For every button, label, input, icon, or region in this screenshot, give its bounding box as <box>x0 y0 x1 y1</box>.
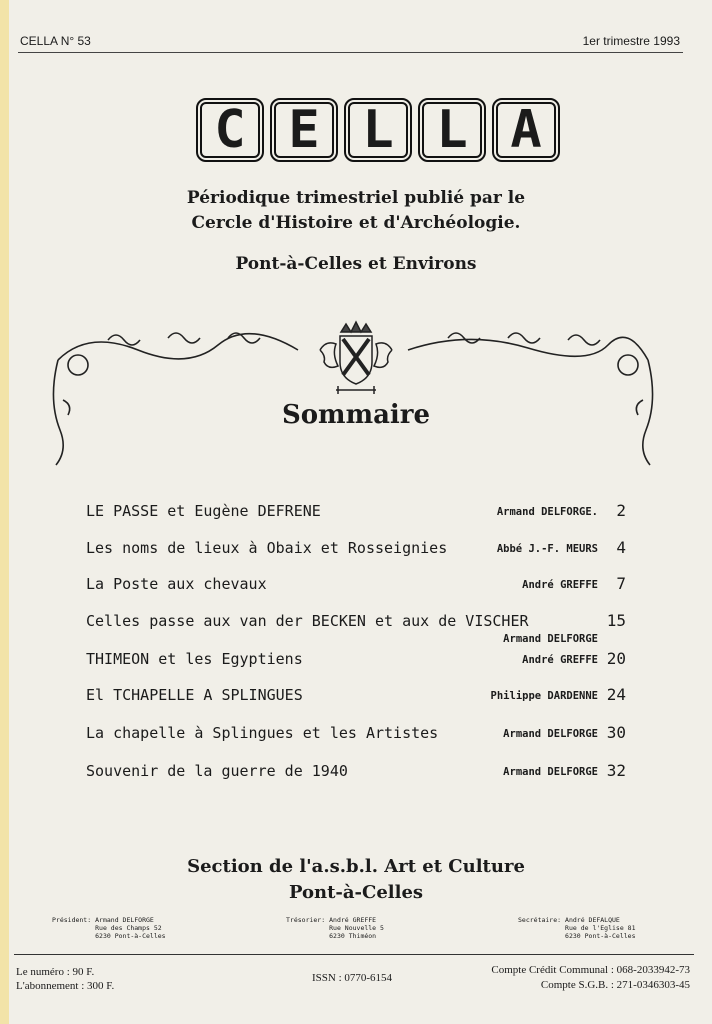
toc-page-number: 15 <box>606 611 626 630</box>
toc-page-number: 32 <box>606 761 626 780</box>
subtitle-line-2: Cercle d'Histoire et d'Archéologie. <box>191 213 521 233</box>
bank-account-credit-communal: Compte Crédit Communal : 068-2033942-73 <box>491 964 690 976</box>
toc-author: Philippe DARDENNE <box>490 690 598 702</box>
officer-name: André DEFALQUE <box>565 916 620 924</box>
toc-row[interactable] <box>86 724 626 748</box>
toc-page-number: 4 <box>616 538 626 557</box>
toc-author: André GREFFE <box>522 579 598 591</box>
toc-article-title: La chapelle à Splingues et les Artistes <box>86 724 439 742</box>
logo-letter: L <box>344 98 412 162</box>
toc-article-title: THIMEON et les Egyptiens <box>86 650 303 668</box>
coat-of-arms-emblem <box>306 320 406 400</box>
officer-address: Rue de l'Eglise 81 <box>565 924 636 932</box>
issue-date: 1er trimestre 1993 <box>582 34 680 48</box>
logo-letter: E <box>270 98 338 162</box>
toc-row[interactable] <box>86 539 626 563</box>
subscription-price: L'abonnement : 300 F. <box>16 980 115 992</box>
toc-article-title: Les noms de lieux à Obaix et Rosseignies <box>86 539 448 557</box>
officer-role: Secrétaire: <box>518 916 562 924</box>
toc-author: Armand DELFORGE. <box>496 506 598 518</box>
subtitle-line-1: Périodique trimestriel publié par le <box>186 188 526 208</box>
toc-page-number: 2 <box>616 501 626 520</box>
footer-rule <box>14 954 694 955</box>
officer-city: 6230 Thiméon <box>329 932 377 940</box>
officer-address: Rue Nouvelle 5 <box>329 924 384 932</box>
toc-article-title: Celles passe aux van der BECKEN et aux de VISCHER <box>86 612 529 630</box>
toc-row[interactable] <box>86 502 626 526</box>
officer-treasurer <box>286 916 384 940</box>
toc-row[interactable] <box>86 650 626 674</box>
issn-number: ISSN : 0770-6154 <box>312 972 393 984</box>
toc-author: Armand DELFORGE <box>503 633 598 645</box>
section-title: Section de l'a.s.b.l. Art et Culture <box>187 856 525 877</box>
logo-letter: C <box>196 98 264 162</box>
toc-article-title: El TCHAPELLE A SPLINGUES <box>86 686 303 704</box>
toc-article-title: Souvenir de la guerre de 1940 <box>86 762 348 780</box>
toc-article-title: LE PASSE et Eugène DEFRENE <box>86 502 321 520</box>
toc-page-number: 20 <box>606 649 626 668</box>
toc-author: Abbé J.-F. MEURS <box>496 543 598 555</box>
toc-row[interactable] <box>86 686 626 710</box>
officer-city: 6230 Pont-à-Celles <box>95 932 166 940</box>
toc-row[interactable] <box>86 762 626 786</box>
officer-president <box>52 916 166 940</box>
toc-row[interactable] <box>86 611 626 645</box>
logo-letter: L <box>418 98 486 162</box>
subtitle-line-3: Pont-à-Celles et Environs <box>235 254 477 274</box>
toc-article-title: La Poste aux chevaux <box>86 575 267 593</box>
issue-number: CELLA N° 53 <box>20 34 91 48</box>
officer-secretary <box>518 916 636 940</box>
issue-price: Le numéro : 90 F. <box>16 966 95 978</box>
toc-row[interactable] <box>86 575 626 599</box>
officer-address: Rue des Champs 52 <box>95 924 162 932</box>
officer-city: 6230 Pont-à-Celles <box>565 932 636 940</box>
logo-letter: A <box>492 98 560 162</box>
officer-role: Président: <box>52 916 92 924</box>
officer-name: Armand DELFORGE <box>95 916 154 924</box>
header-rule <box>18 52 683 53</box>
toc-author: Armand DELFORGE <box>503 728 598 740</box>
toc-page-number: 24 <box>606 685 626 704</box>
toc-author: Armand DELFORGE <box>503 766 598 778</box>
bank-account-sgb: Compte S.G.B. : 271-0346303-45 <box>540 979 690 991</box>
toc-page-number: 30 <box>606 723 626 742</box>
cella-logo <box>196 98 560 162</box>
officer-role: Trésorier: <box>286 916 326 924</box>
sommaire-heading: Sommaire <box>281 400 431 430</box>
officer-name: André GREFFE <box>329 916 377 924</box>
toc-author: André GREFFE <box>522 654 598 666</box>
toc-page-number: 7 <box>616 574 626 593</box>
section-location: Pont-à-Celles <box>288 882 424 903</box>
